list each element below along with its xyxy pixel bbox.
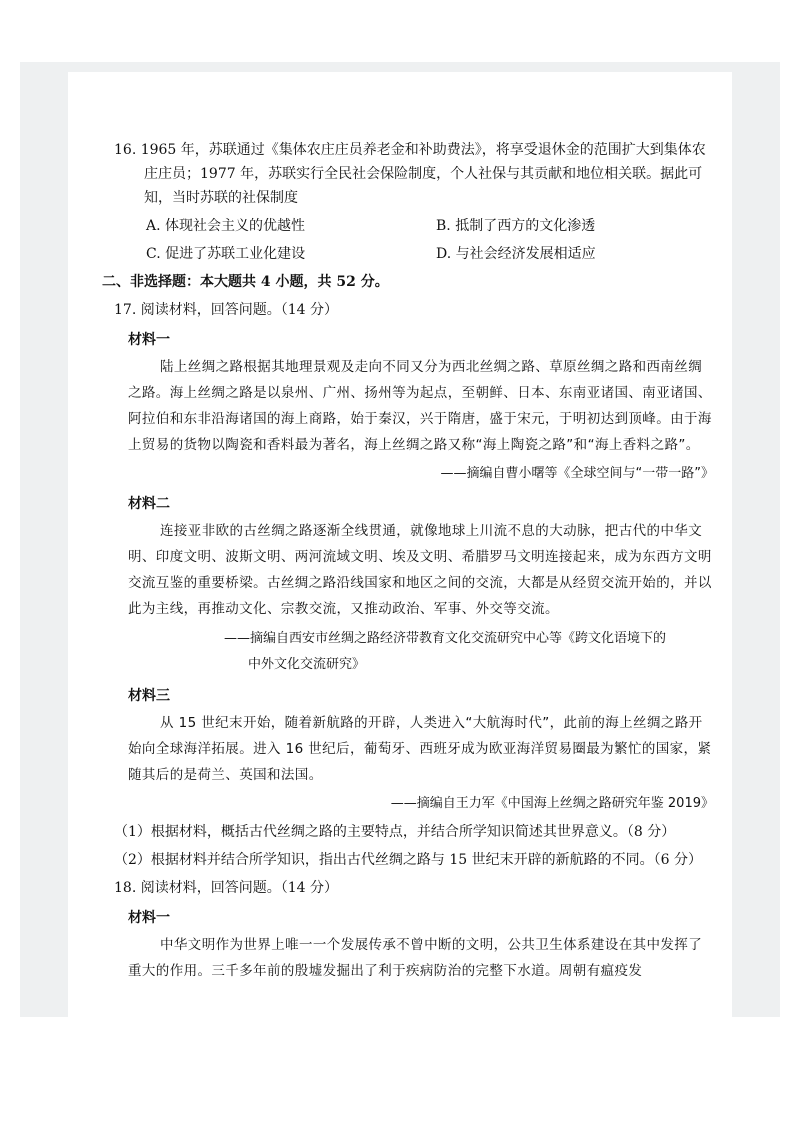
q17-material2-source	[224, 626, 714, 678]
q17-material1-title: 材料一	[128, 332, 170, 348]
exam-content	[102, 138, 714, 984]
q17-heading: 17. 阅读材料，回答问题。（14 分）	[114, 302, 338, 318]
q17-subquestion2: （2）根据材料并结合所学知识，指出古代丝绸之路与 15 世纪末开辟的新航路的不同。（6 分）	[114, 852, 702, 868]
q16-line1: 16. 1965 年，苏联通过《集体农庄庄员养老金和补助费法》，将享受退休金的范围扩大到集体农	[114, 142, 706, 158]
q17-subquestion1: （1）根据材料，概括古代丝绸之路的主要特点，并结合所学知识简述其世界意义。（8 分）	[114, 824, 676, 840]
q16-option-a[interactable]: A. 体现社会主义的优越性	[146, 218, 306, 234]
q17-material3-title: 材料三	[128, 688, 170, 704]
q17-material1-source: ——摘编自曹小曙等《全球空间与“一带一路”》	[440, 466, 714, 481]
q17-material2-source-line1: ——摘编自西安市丝绸之路经济带教育文化交流研究中心等《跨文化语境下的	[224, 631, 667, 646]
q17-material2-title: 材料二	[128, 496, 170, 512]
q16-option-d[interactable]: D. 与社会经济发展相适应	[436, 246, 596, 262]
q17-material3-source: ——摘编自王力军《中国海上丝绸之路研究年鉴 2019》	[390, 796, 714, 811]
q17-material3-text: 从 15 世纪末开始，随着新航路的开辟，人类进入“大航海时代”，此前的海上丝绸之路开始向全球海洋拓展。进入 16 世纪后，葡萄牙、西班牙成为欧亚海洋贸易圈最为繁忙的国家，紧随其后的是荷兰、英国和法国。	[128, 715, 712, 783]
exam-page	[68, 72, 732, 1017]
section2-title: 二、非选择题：本大题共 4 小题，共 52 分。	[102, 274, 389, 290]
q18-heading: 18. 阅读材料，回答问题。（14 分）	[114, 880, 338, 896]
q17-material2-text: 连接亚非欧的古丝绸之路逐渐全线贯通，就像地球上川流不息的大动脉，把古代的中华文明、印度文明、波斯文明、两河流域文明、埃及文明、希腊罗马文明连接起来，成为东西方文明交流互鉴的重要桥梁。古丝绸之路沿线国家和地区之间的交流，大都是从经贸交流开始的，并以此为主线，再推动文化、宗教交流，又推动政治、军事、外交等交流。	[128, 523, 712, 617]
q18-material1-title: 材料一	[128, 910, 170, 926]
q16-line2: 庄庄员；1977 年，苏联实行全民社会保险制度，个人社保与其贡献和地位相关联。据此可	[144, 166, 703, 182]
q18-material1-text: 中华文明作为世界上唯一一个发展传承不曾中断的文明，公共卫生体系建设在其中发挥了重大的作用。三千多年前的殷墟发掘出了利于疾病防治的完整下水道。周朝有瘟疫发	[128, 937, 703, 979]
q16-option-b[interactable]: B. 抵制了西方的文化渗透	[436, 218, 596, 234]
q16-option-c[interactable]: C. 促进了苏联工业化建设	[146, 246, 306, 262]
q17-material2-source-line2: 中外文化交流研究》	[248, 657, 366, 672]
q16-line3: 知，当时苏联的社保制度	[144, 190, 298, 206]
q16-options	[114, 214, 714, 266]
q17-material1-text: 陆上丝绸之路根据其地理景观及走向不同又分为西北丝绸之路、草原丝绸之路和西南丝绸之路。海上丝绸之路是以泉州、广州、扬州等为起点，至朝鲜、日本、东南亚诸国、南亚诸国、阿拉伯和东非沿海诸国的海上商路，始于秦汉，兴于隋唐，盛于宋元，于明初达到顶峰。由于海上贸易的货物以陶瓷和香料最为著名，海上丝绸之路又称“海上陶瓷之路”和“海上香料之路”。	[128, 359, 712, 453]
